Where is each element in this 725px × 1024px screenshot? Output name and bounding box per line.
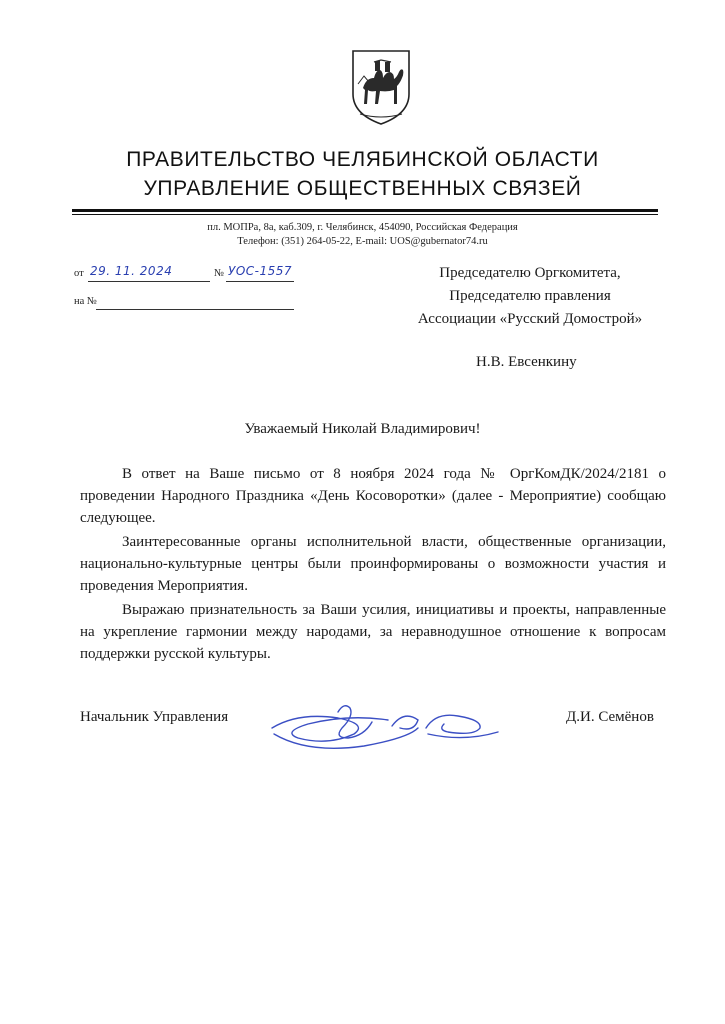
date-line (88, 281, 210, 282)
header-divider-thick (72, 209, 658, 212)
addressee-block (380, 262, 680, 331)
header-divider-thin (72, 214, 658, 215)
date-prefix: от (74, 268, 84, 279)
contact-info: Телефон: (351) 264-05-22, E-mail: UOS@gubernator74.ru (237, 236, 488, 247)
greeting: Уважаемый Николай Владимирович! (244, 421, 481, 437)
signer-name: Д.И. Семёнов (566, 709, 654, 725)
registration-number: УОС-1557 (228, 264, 293, 278)
body-paragraph-2: Заинтересованные органы исполнительной власти, общественные организации, национально-культурные центры были проинформированы о возможности участия и проведения Мероприятия. (80, 534, 666, 594)
handwritten-signature (268, 698, 504, 756)
organization-title: ПРАВИТЕЛЬСТВО ЧЕЛЯБИНСКОЙ ОБЛАСТИ (126, 148, 599, 171)
body-paragraph-3: Выражаю признательность за Ваши усилия, инициативы и проекты, направленные на укрепление гармонии между народами, за неравнодушное отношение к вопросам поддержки русской культуры. (80, 602, 666, 662)
addressee-line-1: Председателю Оргкомитета, (439, 265, 621, 281)
coat-of-arms-icon (350, 48, 412, 126)
reference-prefix: на № (74, 296, 97, 307)
postal-address: пл. МОПРа, 8а, каб.309, г. Челябинск, 454090, Российская Федерация (207, 222, 518, 233)
reference-line (96, 309, 294, 310)
recipient-name: Н.В. Евсенкину (476, 354, 577, 370)
number-prefix: № (214, 268, 225, 279)
department-title: УПРАВЛЕНИЕ ОБЩЕСТВЕННЫХ СВЯЗЕЙ (143, 177, 582, 200)
signer-position: Начальник Управления (80, 709, 229, 725)
number-line (226, 281, 294, 282)
addressee-line-3: Ассоциации «Русский Домострой» (417, 311, 643, 327)
body-paragraph-1: В ответ на Ваше письмо от 8 ноября 2024 года № ОргКомДК/2024/2181 о проведении Народного Праздника «День Косоворотки» (далее - Мероприятие) сообщаю следующее. (80, 466, 666, 526)
registration-date: 29. 11. 2024 (90, 264, 173, 278)
addressee-line-2: Председателю правления (449, 288, 611, 304)
